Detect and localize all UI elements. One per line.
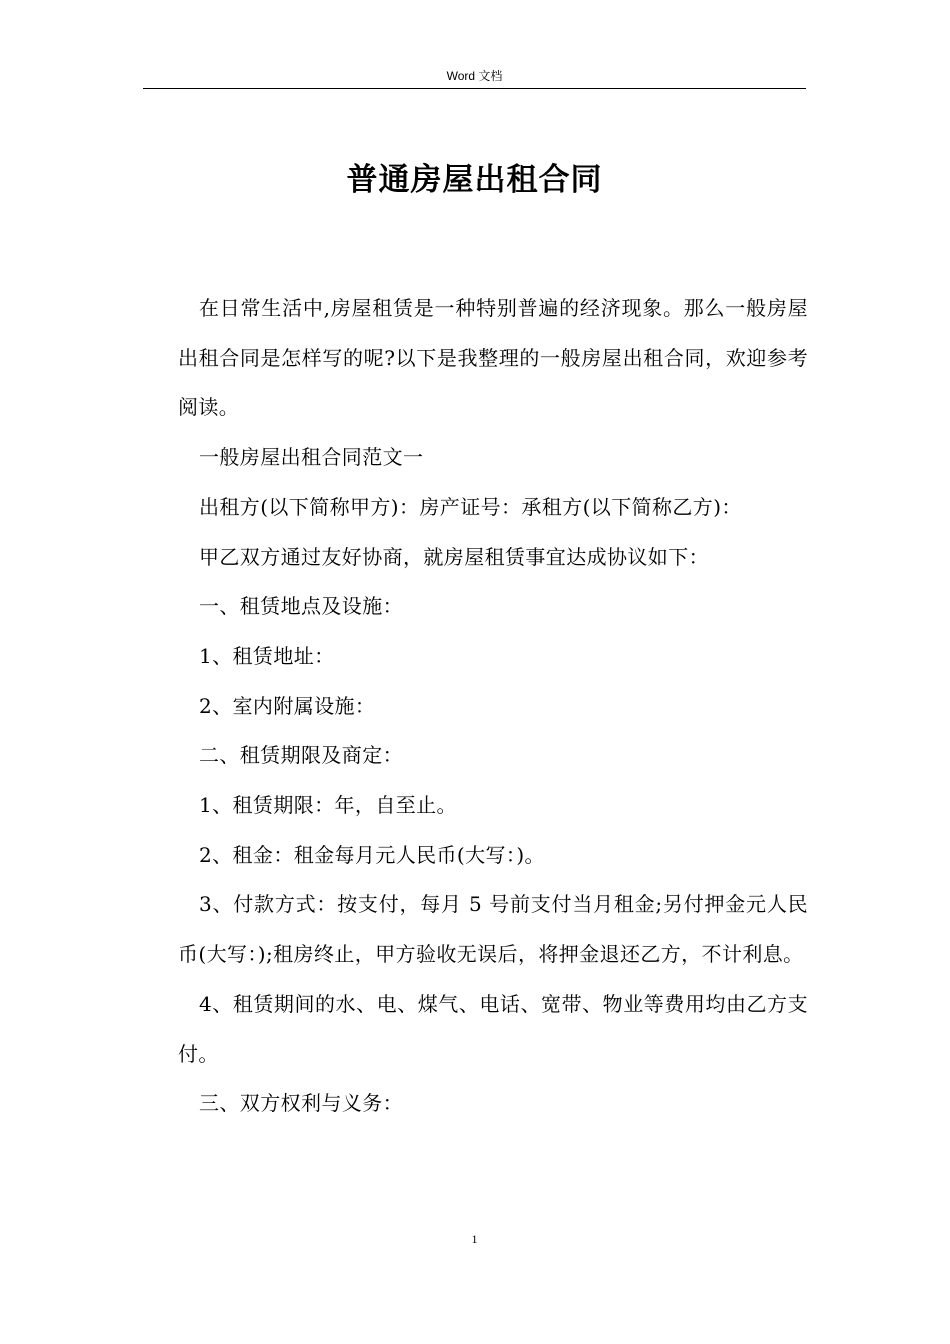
paragraph: 一、租赁地点及设施： [199, 594, 403, 619]
paragraph: 1、租赁期限：年，自至止。 [199, 793, 457, 818]
paragraph: 2、室内附属设施： [199, 693, 376, 718]
paragraph: 甲乙双方通过友好协商，就房屋租赁事宜达成协议如下： [199, 544, 709, 569]
page-header: Word 文档 [143, 66, 806, 89]
paragraph: 2、租金：租金每月元人民币(大写：)。 [199, 842, 545, 867]
document-body [178, 284, 808, 1129]
paragraph: 一般房屋出租合同范文一 [199, 445, 424, 470]
paragraph: 在日常生活中,房屋租赁是一种特别普遍的经济现象。那么一般房屋出租合同是怎样写的呢?以下是我整理的一般房屋出租合同，欢迎参考阅读。 [178, 296, 808, 420]
paragraph: 出租方(以下简称甲方)：房产证号：承租方(以下简称乙方)： [199, 494, 742, 519]
document-title: 普通房屋出租合同 [346, 162, 603, 198]
page-number: 1 [471, 1232, 478, 1246]
paragraph: 二、租赁期限及商定： [199, 743, 403, 768]
paragraph: 4、租赁期间的水、电、煤气、电话、宽带、物业等费用均由乙方支付。 [178, 991, 808, 1066]
paragraph: 1、租赁地址： [199, 643, 335, 668]
paragraph: 3、付款方式：按支付，每月 5 号前支付当月租金;另付押金元人民币(大写：);租房终止，甲方验收无误后，将押金退还乙方，不计利息。 [178, 892, 808, 967]
paragraph: 三、双方权利与义务： [199, 1091, 403, 1116]
